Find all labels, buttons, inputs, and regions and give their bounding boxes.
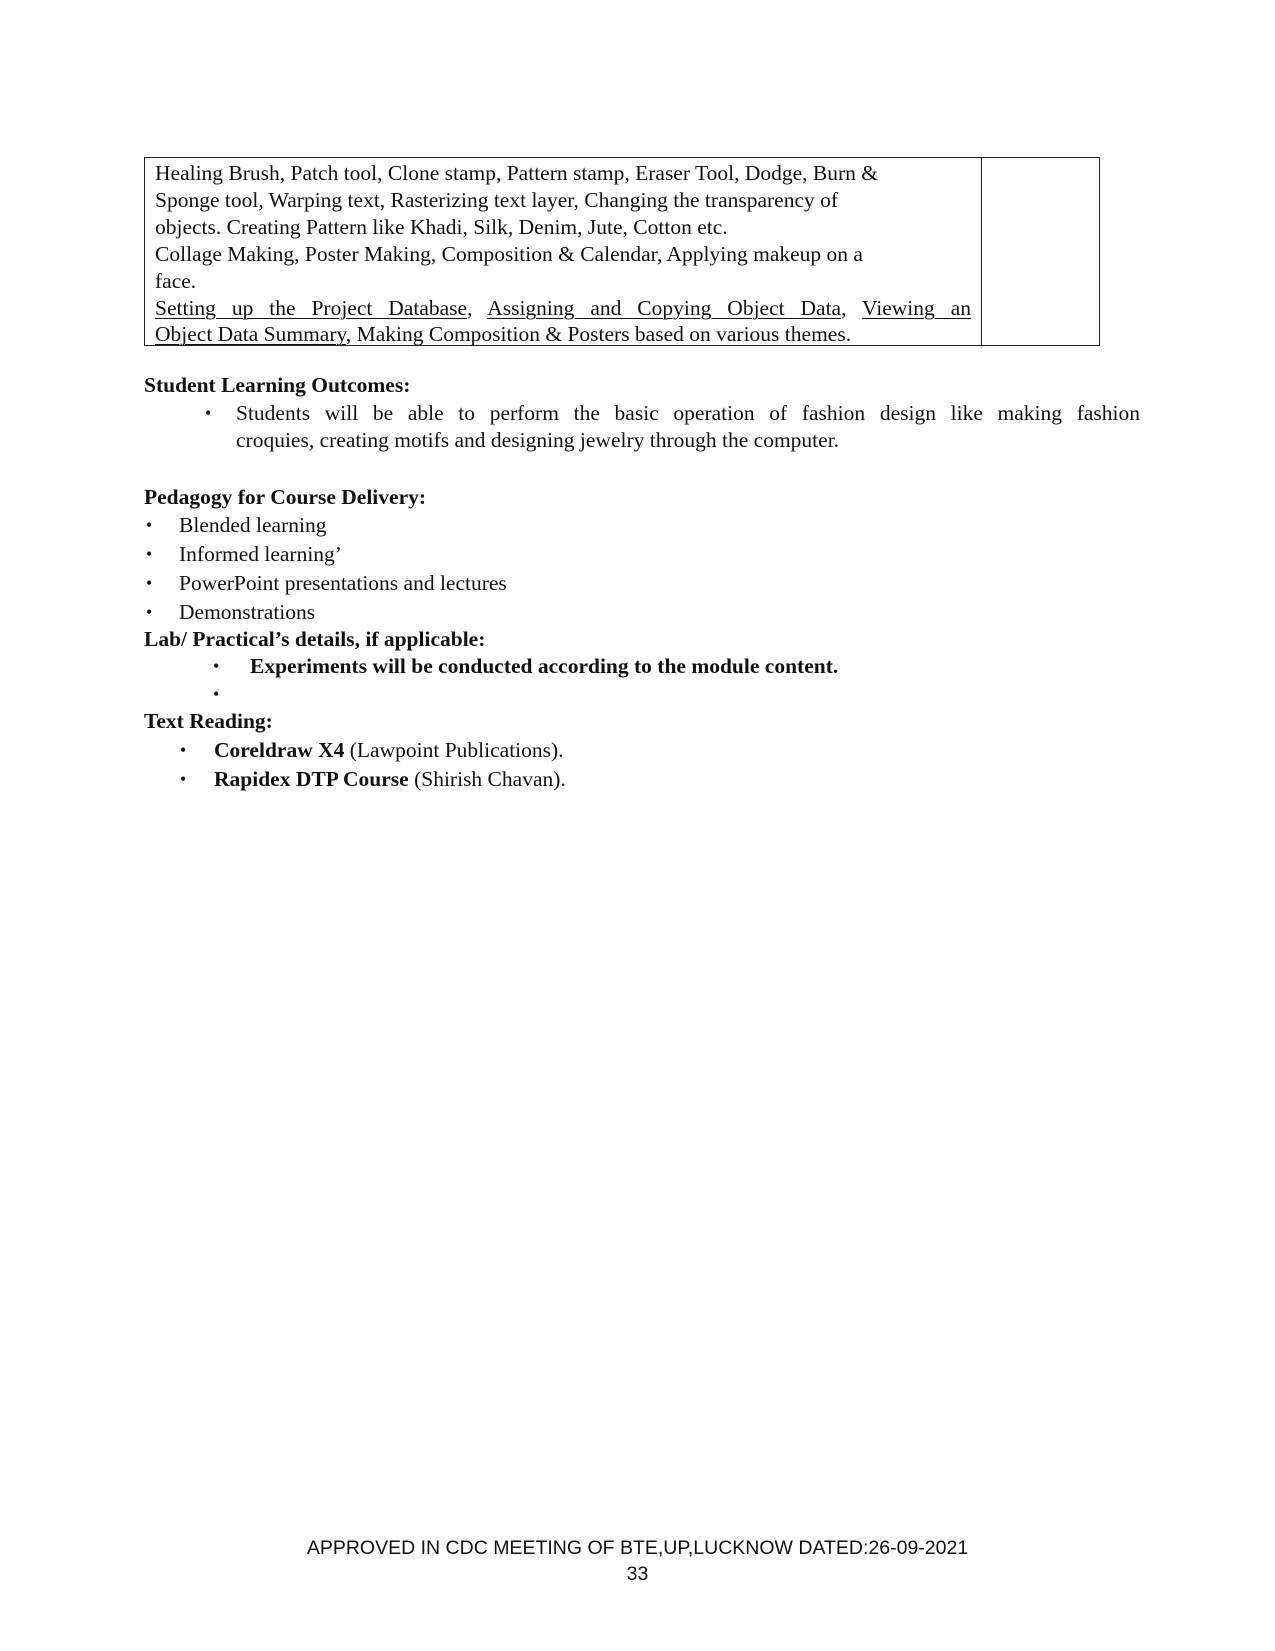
text-reading-heading: Text Reading: [144,709,273,733]
bullet-icon: • [146,544,153,564]
lab-heading: Lab/ Practical’s details, if applicable: [144,627,486,651]
pedagogy-item: Informed learning’ [179,542,342,566]
book-entry [214,737,564,764]
pedagogy-item: PowerPoint presentations and lectures [179,571,507,595]
book-publisher: (Shirish Chavan). [408,767,566,791]
book-title: Coreldraw X4 [214,738,345,762]
topic-object-data-summary: Object Data Summary [155,322,346,347]
bullet-icon: • [213,684,220,704]
page-number: 33 [626,1563,649,1585]
topic-viewing-summary: Viewing an [862,295,971,320]
topic-object-data: Assigning and Copying Object Data [487,295,842,320]
topic-project-database: Setting up the Project Database [155,295,468,320]
bullet-icon: • [146,515,153,535]
module-line: Healing Brush, Patch tool, Clone stamp, Pattern stamp, Eraser Tool, Dodge, Burn & [155,161,879,185]
bullet-icon: • [213,656,220,676]
module-line: objects. Creating Pattern like Khadi, Silk, Denim, Jute, Cotton etc. [155,214,728,239]
bullet-icon: • [205,403,212,423]
approval-footer: APPROVED IN CDC MEETING OF BTE,UP,LUCKNOW DATED:26-09-2021 [306,1537,969,1559]
book-entry [214,766,566,793]
lab-item: Experiments will be conducted according to the module content. [250,654,839,678]
learning-outcome-line-1: Students will be able to perform the basic operation of fashion design like making fashion [236,401,1140,425]
module-line: face. [155,268,197,293]
module-content-table [144,157,1100,346]
module-line: Sponge tool, Warping text, Rasterizing text layer, Changing the transparency of [155,187,839,212]
pedagogy-item: Blended learning [179,513,327,537]
learning-outcomes-heading: Student Learning Outcomes: [144,373,411,397]
module-line-last: Object Data Summary, Making Composition & Posters based on various themes. [155,322,852,347]
bullet-icon: • [146,602,153,622]
learning-outcome-line-2: croquies, creating motifs and designing jewelry through the computer. [236,428,840,452]
bullet-icon: • [146,573,153,593]
bullet-icon: • [180,740,187,760]
bullet-icon: • [180,769,187,789]
book-title: Rapidex DTP Course [214,767,409,791]
pedagogy-item: Demonstrations [179,600,316,624]
module-empty-cell [982,158,1099,345]
module-line: Collage Making, Poster Making, Composition & Calendar, Applying makeup on a [155,241,863,266]
pedagogy-heading: Pedagogy for Course Delivery: [144,485,427,509]
module-line-underlined: Setting up the Project Database, Assigning and Copying Object Data, Viewing an [155,295,971,320]
module-content-cell [145,158,982,345]
book-publisher: (Lawpoint Publications). [344,738,564,762]
